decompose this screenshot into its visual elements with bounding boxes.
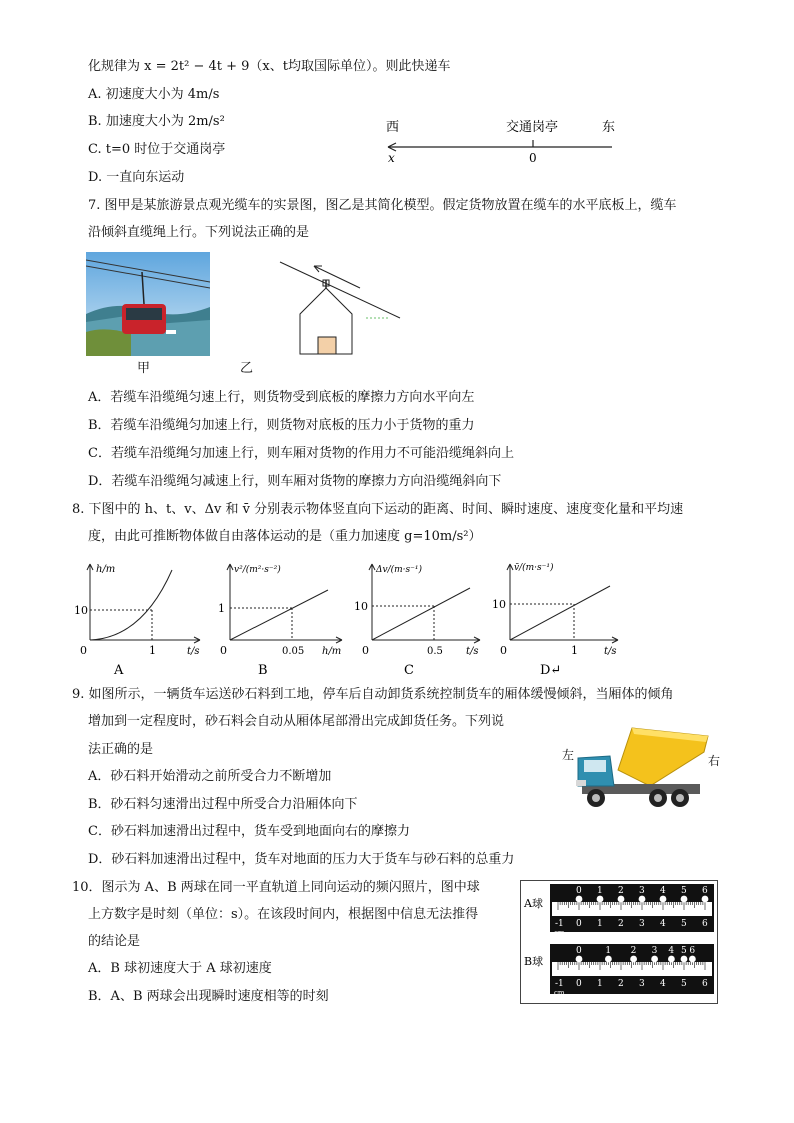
ruler-a-label: 3 xyxy=(639,919,645,929)
a-ball xyxy=(639,896,646,903)
b-time: 6 xyxy=(689,946,696,956)
q9-option-c: C．砂石料加速滑出过程中，货车受到地面向右的摩擦力 xyxy=(88,824,410,839)
a-ball xyxy=(576,896,583,903)
q6-road-diagram xyxy=(380,115,630,170)
q9-option-a: A．砂石料开始滑动之前所受合力不断增加 xyxy=(88,769,332,784)
b-time: 5 xyxy=(681,946,687,956)
q9-option-d: D．砂石料加速滑出过程中，货车对地面的压力大于货车与砂石料的总重力 xyxy=(88,852,515,867)
q8-graph-a xyxy=(72,558,207,678)
ruler-a-label: 0 xyxy=(576,919,582,929)
q8-graph-d-xtick: 1 xyxy=(571,644,578,657)
q8-graph-a-ylabel: h/m xyxy=(96,564,116,575)
dump-truck-image xyxy=(572,722,714,814)
q8-graph-d-origin: 0 xyxy=(500,644,507,657)
b-ball xyxy=(576,956,583,963)
q7-option-c: C．若缆车沿缆绳匀加速上行，则车厢对货物的作用力不可能沿缆绳斜向上 xyxy=(88,446,514,461)
strobe-photo-diagram xyxy=(520,880,718,1004)
q6-option-d: D. 一直向东运动 xyxy=(88,170,185,185)
q8-graph-a-origin: 0 xyxy=(80,644,87,657)
q9-option-b: B．砂石料匀速滑出过程中所受合力沿厢体向下 xyxy=(88,797,358,812)
q8-graph-c-origin: 0 xyxy=(362,644,369,657)
q6-x-label: x xyxy=(388,151,395,165)
q8-graph-b-xtick: 0.05 xyxy=(282,646,305,657)
q6-option-a: A. 初速度大小为 4m/s xyxy=(88,87,220,102)
q7-option-b: B．若缆车沿缆绳匀加速上行，则货物对底板的压力小于货物的重力 xyxy=(88,418,475,433)
ruler-b-label: 3 xyxy=(639,979,645,989)
b-time: 2 xyxy=(630,946,637,956)
a-time: 4 xyxy=(660,886,666,896)
q8-graph-c-ytick: 10 xyxy=(354,600,368,613)
q8-graph-b-ytick: 1 xyxy=(218,602,225,615)
b-ball xyxy=(605,956,612,963)
q6-east-label: 东 xyxy=(602,120,616,135)
q9-stem-line1: 9. 如图所示，一辆货车运送砂石料到工地，停车后自动卸货系统控制货车的厢体缓慢倾斜，当厢体的倾角 xyxy=(72,687,674,702)
q8-graph-c-xlabel: t/s xyxy=(466,646,479,657)
q6-option-b: B. 加速度大小为 2m/s² xyxy=(88,114,225,129)
q8-graph-c-line xyxy=(372,588,470,640)
q8-graph-a-ytick: 10 xyxy=(74,604,88,617)
ruler-a-unit: cm xyxy=(554,929,565,937)
q8-graph-c xyxy=(352,558,487,678)
q8-graph-a-curve xyxy=(90,570,172,640)
q8-graph-d-line xyxy=(510,586,610,640)
q6-law-text: 化规律为 x = 2t² − 4t + 9（x、t均取国际单位）。则此快递车 xyxy=(88,59,451,74)
q6-zero-label: 0 xyxy=(529,151,537,165)
q7-label-jia: 甲 xyxy=(137,361,151,376)
q9-left-label: 左 xyxy=(562,748,575,762)
q10-stem-line2: 上方数字是时刻（单位：s）。在该段时间内，根据图中信息无法推得 xyxy=(88,907,479,922)
q8-graph-c-xtick: 0.5 xyxy=(427,646,443,657)
q10-stem-line1: 10．图示为 A、B 两球在同一平直轨道上同向运动的频闪照片，图中球 xyxy=(72,880,480,895)
q8-graph-b-origin: 0 xyxy=(220,644,227,657)
q8-graph-b-xlabel: h/m xyxy=(322,646,342,657)
a-time: 3 xyxy=(639,886,645,896)
ball-b-label: B球 xyxy=(524,955,544,968)
q8-graph-d xyxy=(490,558,625,678)
b-time: 1 xyxy=(605,946,612,956)
q10-option-b: B．A、B 两球会出现瞬时速度相等的时刻 xyxy=(88,989,329,1004)
b-ball xyxy=(689,956,696,963)
ruler-b-label: 4 xyxy=(660,979,666,989)
b-time: 4 xyxy=(668,946,675,956)
ruler-b-label: 2 xyxy=(618,979,624,989)
ruler-a-label: 1 xyxy=(597,919,603,929)
a-ball xyxy=(660,896,667,903)
b-ball xyxy=(630,956,637,963)
q8-graph-d-letter: D↵ xyxy=(540,663,562,678)
a-time: 5 xyxy=(681,886,687,896)
ruler-b-label: -1 xyxy=(555,979,564,989)
q8-stem-line2: 度，由此可推断物体做自由落体运动的是（重力加速度 g=10m/s²） xyxy=(88,529,482,544)
q6-post-label: 交通岗亭 xyxy=(506,120,559,135)
q8-graph-b-line xyxy=(230,590,328,640)
q8-graph-d-ytick: 10 xyxy=(492,598,506,611)
ruler-a-label: -1 xyxy=(555,919,564,929)
a-time: 0 xyxy=(576,886,582,896)
q8-graph-b-letter: B xyxy=(258,663,268,678)
q8-graph-a-xtick: 1 xyxy=(149,644,156,657)
cable-car-photo xyxy=(86,252,210,356)
a-time: 6 xyxy=(702,886,708,896)
q8-graph-b-ylabel: v²/(m²·s⁻²) xyxy=(234,565,281,575)
ruler-b-unit: cm xyxy=(554,989,565,997)
q7-label-yi: 乙 xyxy=(240,361,254,376)
q6-west-label: 西 xyxy=(386,120,400,135)
q6-option-c: C. t=0 时位于交通岗亭 xyxy=(88,142,226,157)
q9-stem-line3: 法正确的是 xyxy=(88,742,154,757)
q7-option-d: D．若缆车沿缆绳匀减速上行，则车厢对货物的摩擦力方向沿缆绳斜向下 xyxy=(88,474,502,489)
ruler-a-label: 6 xyxy=(702,919,708,929)
q8-graph-d-ylabel: v̄/(m·s⁻¹) xyxy=(514,563,554,573)
ruler-a-label: 5 xyxy=(681,919,687,929)
a-ball xyxy=(681,896,688,903)
ruler-b-label: 5 xyxy=(681,979,687,989)
b-time: 0 xyxy=(576,946,582,956)
a-time: 1 xyxy=(597,886,603,896)
q8-graph-a-xlabel: t/s xyxy=(187,646,200,657)
b-time: 3 xyxy=(651,946,658,956)
q8-graph-c-ylabel: Δv/(m·s⁻¹) xyxy=(376,565,423,575)
q8-graph-d-xlabel: t/s xyxy=(604,646,617,657)
q7-option-a: A．若缆车沿缆绳匀速上行，则货物受到底板的摩擦力方向水平向左 xyxy=(88,390,475,405)
a-ball xyxy=(597,896,604,903)
ruler-b-label: 1 xyxy=(597,979,603,989)
b-ball xyxy=(681,956,688,963)
a-ball xyxy=(702,896,709,903)
q8-stem-line1: 8. 下图中的 h、t、v、Δv 和 v̄ 分别表示物体竖直向下运动的距离、时间、瞬时速度、速度变化量和平均速 xyxy=(72,502,684,517)
q7-stem-line2: 沿倾斜直缆绳上行。下列说法正确的是 xyxy=(88,225,310,240)
ball-a-label: A球 xyxy=(524,897,543,910)
a-time: 2 xyxy=(618,886,624,896)
q9-stem-line2: 增加到一定程度时，砂石料会自动从厢体尾部滑出完成卸货任务。下列说 xyxy=(88,714,505,729)
q8-graph-b xyxy=(214,558,349,678)
b-ball xyxy=(668,956,675,963)
q9-right-label: 右 xyxy=(708,754,721,768)
ruler-b-label: 6 xyxy=(702,979,708,989)
q10-stem-line3: 的结论是 xyxy=(88,934,141,949)
q8-graph-c-letter: C xyxy=(404,663,414,678)
ruler-b-label: 0 xyxy=(576,979,582,989)
a-ball xyxy=(618,896,625,903)
q8-graph-a-letter: A xyxy=(114,663,124,678)
q7-stem-line1: 7. 图甲是某旅游景点观光缆车的实景图，图乙是其简化模型。假定货物放置在缆车的水平底板上，缆车 xyxy=(88,198,677,213)
ruler-a-label: 2 xyxy=(618,919,624,929)
ruler-a-label: 4 xyxy=(660,919,666,929)
q10-option-a: A．B 球初速度大于 A 球初速度 xyxy=(88,961,272,976)
cable-car-model-diagram xyxy=(276,256,406,358)
b-ball xyxy=(651,956,658,963)
